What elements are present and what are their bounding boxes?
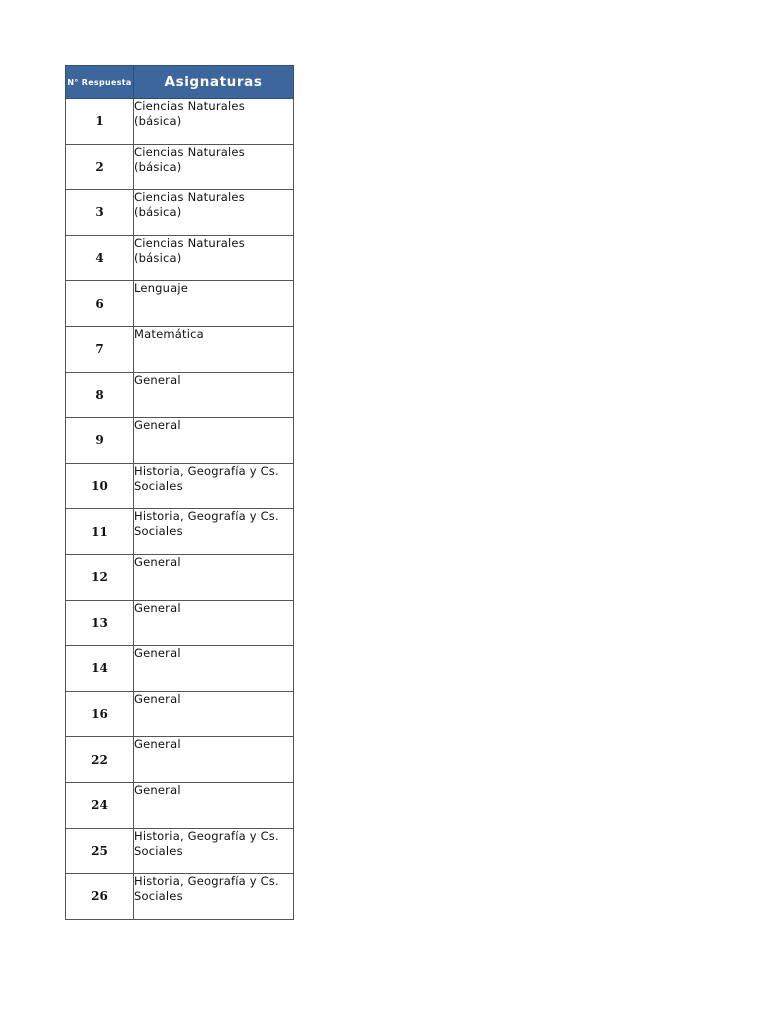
table-header xyxy=(66,66,294,99)
answer-number: 1 xyxy=(66,99,134,145)
subject-name: Historia, Geografía y Cs. Sociales xyxy=(134,874,294,920)
table-row xyxy=(66,782,294,828)
header-row xyxy=(66,66,294,99)
answer-number: 12 xyxy=(66,554,134,600)
subject-name: General xyxy=(134,600,294,646)
answer-number: 2 xyxy=(66,144,134,190)
answer-number: 6 xyxy=(66,281,134,327)
answer-number: 4 xyxy=(66,235,134,281)
subject-name: Historia, Geografía y Cs. Sociales xyxy=(134,509,294,555)
table-row xyxy=(66,326,294,372)
table-row xyxy=(66,190,294,236)
table-row xyxy=(66,372,294,418)
header-subject: Asignaturas xyxy=(134,66,294,99)
answer-number: 22 xyxy=(66,737,134,783)
answer-number: 25 xyxy=(66,828,134,874)
subject-name: General xyxy=(134,691,294,737)
table-row xyxy=(66,281,294,327)
subject-name: Historia, Geografía y Cs. Sociales xyxy=(134,463,294,509)
table-row xyxy=(66,144,294,190)
answer-number: 3 xyxy=(66,190,134,236)
table-row xyxy=(66,828,294,874)
subject-name: General xyxy=(134,646,294,692)
subject-name: Historia, Geografía y Cs. Sociales xyxy=(134,828,294,874)
answer-number: 16 xyxy=(66,691,134,737)
subjects-table xyxy=(65,65,294,920)
answer-number: 24 xyxy=(66,782,134,828)
subject-name: Ciencias Naturales (básica) xyxy=(134,144,294,190)
table-body xyxy=(66,99,294,920)
answer-number: 9 xyxy=(66,418,134,464)
subject-name: General xyxy=(134,554,294,600)
table-row xyxy=(66,554,294,600)
subject-name: Ciencias Naturales (básica) xyxy=(134,99,294,145)
table-row xyxy=(66,874,294,920)
table-row xyxy=(66,646,294,692)
subject-name: Ciencias Naturales (básica) xyxy=(134,190,294,236)
answer-number: 8 xyxy=(66,372,134,418)
subject-name: Lenguaje xyxy=(134,281,294,327)
answer-number: 7 xyxy=(66,326,134,372)
header-number: N° Respuesta xyxy=(66,66,134,99)
table-row xyxy=(66,691,294,737)
subject-name: Ciencias Naturales (básica) xyxy=(134,235,294,281)
answer-number: 13 xyxy=(66,600,134,646)
table-row xyxy=(66,235,294,281)
table-row xyxy=(66,600,294,646)
subject-name: General xyxy=(134,782,294,828)
table-row xyxy=(66,737,294,783)
table-row xyxy=(66,463,294,509)
answer-number: 10 xyxy=(66,463,134,509)
answer-number: 26 xyxy=(66,874,134,920)
subject-name: General xyxy=(134,372,294,418)
table-row xyxy=(66,509,294,555)
subject-name: Matemática xyxy=(134,326,294,372)
subject-name: General xyxy=(134,737,294,783)
answer-number: 14 xyxy=(66,646,134,692)
table-row xyxy=(66,418,294,464)
answer-number: 11 xyxy=(66,509,134,555)
subject-name: General xyxy=(134,418,294,464)
table-row xyxy=(66,99,294,145)
